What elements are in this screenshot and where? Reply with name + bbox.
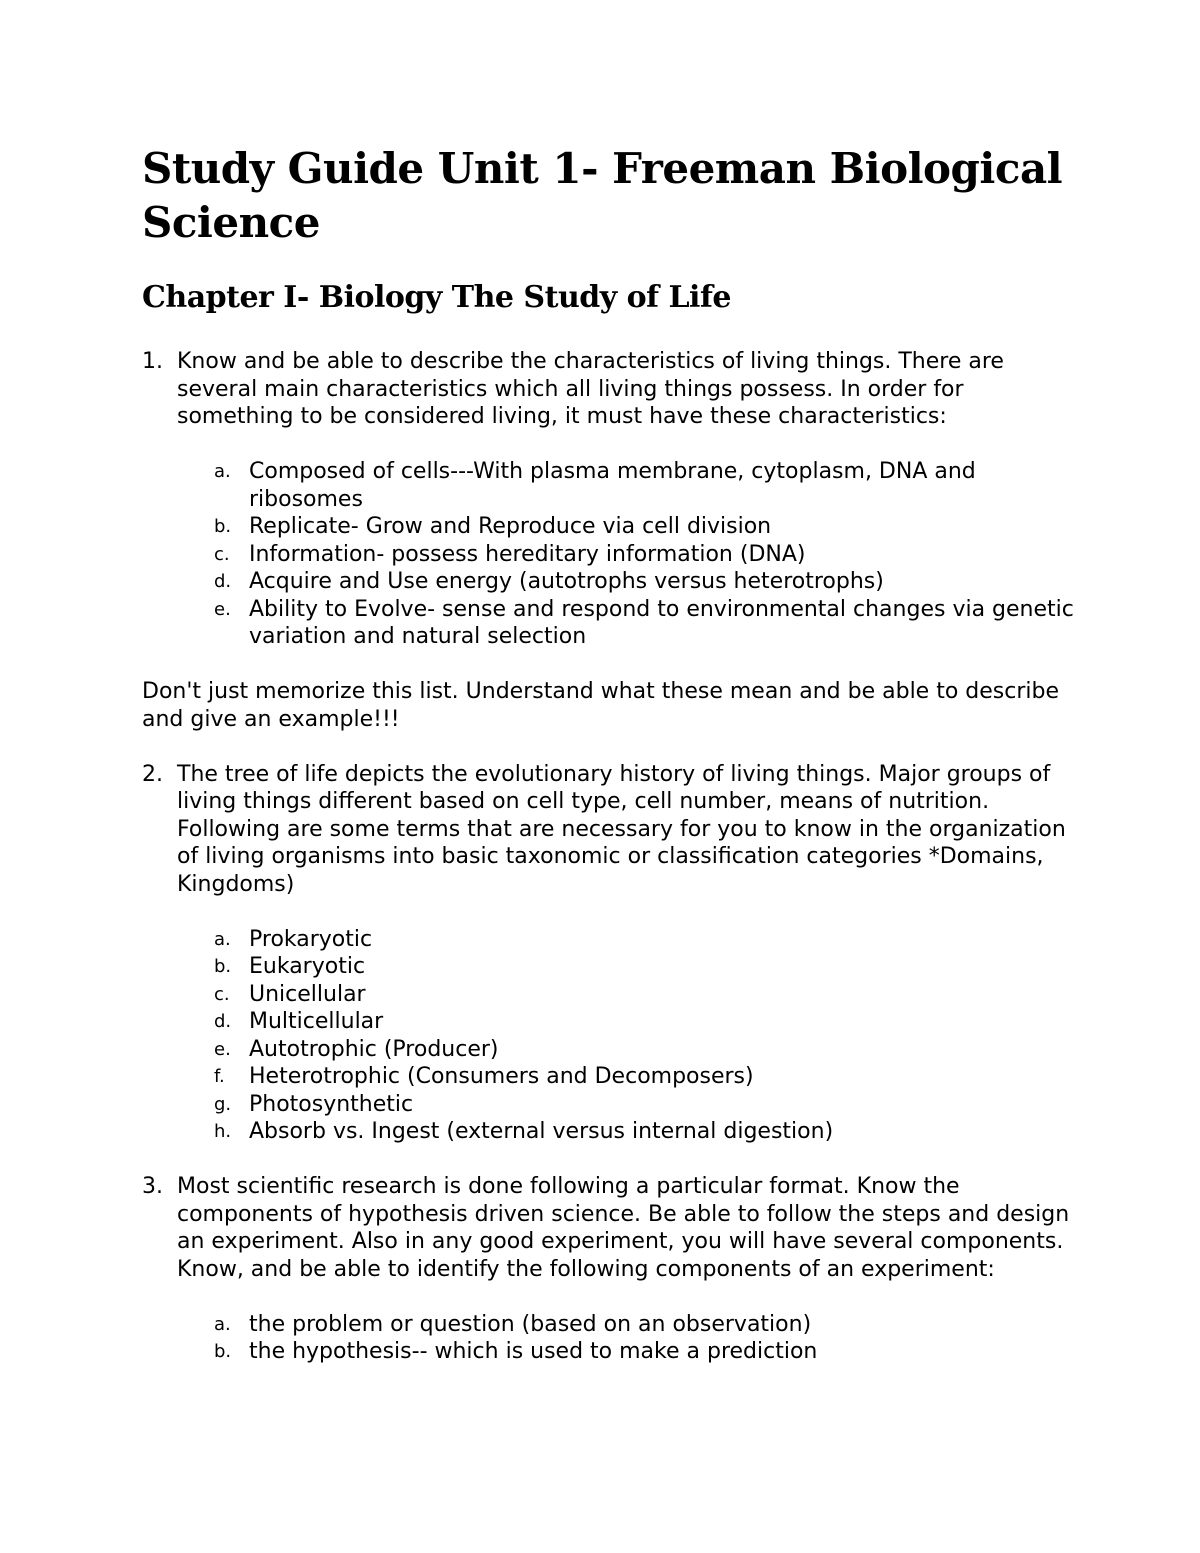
list-item (212, 981, 1082, 1009)
question-2-list (212, 926, 1082, 1146)
list-item (212, 513, 1082, 541)
document-body (142, 348, 1082, 1366)
list-item-text: Acquire and Use energy (autotrophs versus heterotrophs) (249, 569, 884, 594)
list-item-letter: a. (214, 1313, 231, 1335)
list-item-letter: h. (214, 1121, 232, 1142)
document-page (142, 142, 1082, 1393)
list-item-letter: b. (214, 956, 232, 977)
list-item-text: Eukaryotic (249, 954, 366, 979)
list-item-letter: d. (214, 1011, 232, 1032)
document-title: Study Guide Unit 1- Freeman Biological Science (142, 144, 1063, 247)
chapter-heading: Chapter I- Biology The Study of Life (142, 280, 731, 315)
question-3 (142, 1173, 1082, 1283)
list-item-letter: f. (214, 1066, 225, 1087)
list-item (212, 541, 1082, 569)
list-item-text: Photosynthetic (249, 1091, 414, 1117)
list-item-letter: a. (214, 928, 231, 950)
list-item-letter: a. (214, 461, 231, 482)
question-text: The tree of life depicts the evolutionary history of living things. Major groups of living things different based on cell type, cell number, means of nutrition. Following are some terms that are necessary for you to know in the organization of living organisms into basic taxonomic or classification categories *Domains, Kingdoms) (177, 761, 1066, 897)
question-3-list (212, 1311, 1082, 1366)
question-1-list (212, 458, 1082, 651)
question-number: 2. (142, 761, 163, 787)
question-text: Know and be able to describe the characteristics of living things. There are several main characteristics which all living things possess. In order for something to be considered living, it must have these characteristics: (177, 349, 1004, 429)
list-item (212, 596, 1082, 651)
list-item-letter: g. (214, 1093, 232, 1115)
question-1 (142, 348, 1082, 431)
list-item (212, 1008, 1082, 1036)
list-item-text: Heterotrophic (Consumers and Decomposers) (249, 1064, 754, 1089)
question-1-note: Don't just memorize this list. Understand what these mean and be able to describe and give an example!!! (142, 679, 1060, 732)
list-item (212, 1091, 1082, 1119)
list-item (212, 926, 1082, 954)
list-item-text: the problem or question (based on an observation) (249, 1311, 812, 1337)
list-item-letter: b. (214, 1341, 232, 1362)
list-item (212, 458, 1082, 513)
list-item (212, 1036, 1082, 1064)
question-number: 3. (142, 1174, 163, 1199)
list-item-letter: e. (214, 1038, 231, 1060)
list-item-text: the hypothesis-- which is used to make a prediction (249, 1339, 818, 1364)
list-item (212, 568, 1082, 596)
list-item-text: Absorb vs. Ingest (external versus internal digestion) (249, 1119, 834, 1144)
question-2 (142, 761, 1082, 899)
list-item-text: Prokaryotic (249, 926, 373, 952)
list-item-letter: c. (214, 543, 230, 565)
list-item-text: Unicellular (249, 981, 366, 1007)
list-item-text: Replicate- Grow and Reproduce via cell division (249, 514, 772, 539)
list-item-letter: b. (214, 516, 232, 537)
list-item (212, 1311, 1082, 1339)
list-item-text: Multicellular (249, 1009, 384, 1034)
list-item (212, 1063, 1082, 1091)
list-item-text: Composed of cells---With plasma membrane, cytoplasm, DNA and ribosomes (249, 459, 976, 512)
list-item-text: Autotrophic (Producer) (249, 1036, 499, 1062)
question-number: 1. (142, 349, 163, 374)
list-item-letter: d. (214, 571, 232, 592)
list-item (212, 1118, 1082, 1146)
list-item (212, 1338, 1082, 1366)
question-text: Most scientific research is done following a particular format. Know the components of hypothesis driven science. Be able to follow the steps and design an experiment. Also in any good experiment, you will have several components. Know, and be able to identify the following components of an experiment: (177, 1174, 1070, 1282)
list-item-text: Ability to Evolve- sense and respond to environmental changes via genetic variation and natural selection (249, 596, 1074, 649)
list-item-text: Information- possess hereditary information (DNA) (249, 541, 806, 567)
list-item (212, 953, 1082, 981)
list-item-letter: c. (214, 983, 230, 1005)
list-item-letter: e. (214, 598, 231, 620)
